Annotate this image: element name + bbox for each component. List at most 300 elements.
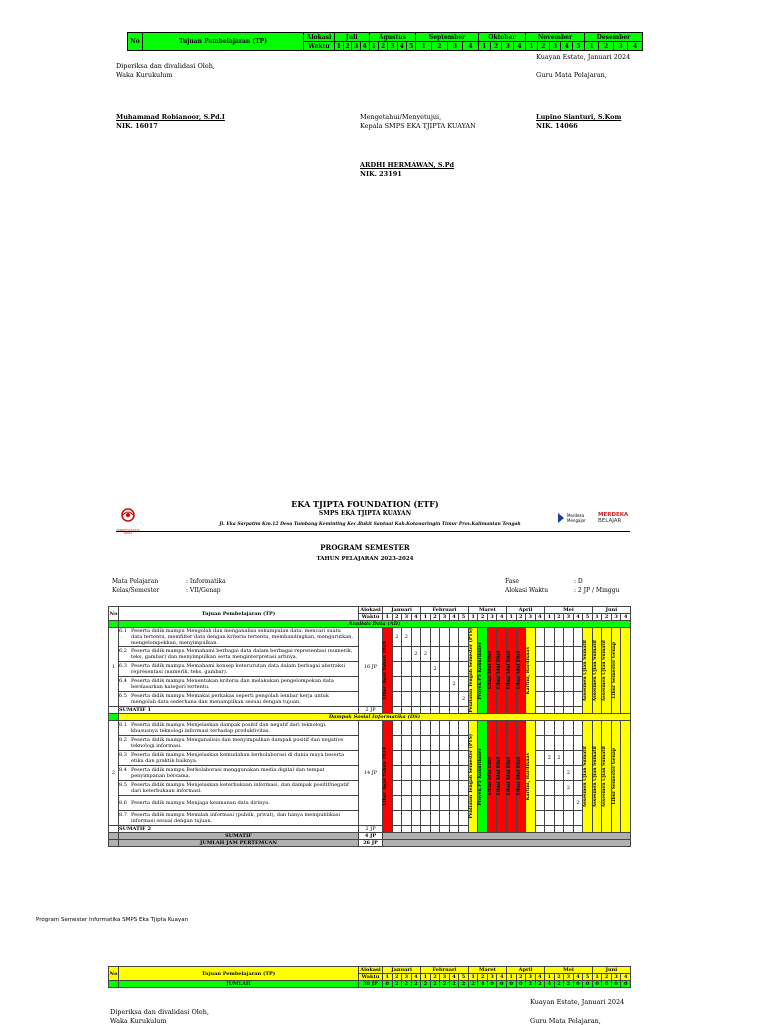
week-value	[573, 692, 583, 707]
week-value	[402, 647, 412, 662]
week-cell: 2	[343, 42, 352, 51]
week-value	[421, 826, 431, 833]
week-value	[449, 751, 459, 766]
week-value	[392, 662, 402, 677]
col-alokasi: Alokasi	[360, 967, 381, 973]
week-value	[430, 751, 440, 766]
week-value: 2	[392, 628, 402, 647]
week-cell: 2	[554, 974, 564, 981]
week-cell: 4	[449, 614, 459, 621]
merdeka-text: Merdeka	[567, 513, 585, 518]
week-value	[535, 647, 545, 662]
week-value: 2	[459, 692, 469, 707]
jumlah-week-value: 2	[392, 981, 402, 988]
week-cell: 4	[411, 614, 421, 621]
special-week-column	[383, 628, 393, 714]
week-value	[554, 721, 564, 736]
week-cell: 3	[352, 42, 361, 51]
week-value	[430, 692, 440, 707]
week-value	[573, 677, 583, 692]
special-week-column	[611, 628, 621, 714]
week-value	[392, 692, 402, 707]
special-week-column	[611, 721, 621, 833]
bottom-summary-table	[108, 966, 631, 988]
week-cell: 1	[592, 614, 602, 621]
mapel-label: Mata Pelajaran	[112, 578, 159, 585]
week-value	[440, 662, 450, 677]
week-value	[430, 721, 440, 736]
week-value	[535, 677, 545, 692]
jumlah-week-value: 2	[421, 981, 431, 988]
sumatif-jp: 2 JP	[359, 707, 383, 714]
tp-row	[119, 751, 359, 766]
week-cell: 3	[447, 42, 463, 51]
sign1-right-name: Lupino Sianturi, S.Kom	[536, 113, 622, 121]
week-cell: 1	[383, 974, 393, 981]
vertical-label: Assesmen Ujian Sumatif	[592, 745, 598, 808]
week-cell: 2	[516, 974, 526, 981]
jumlah-week-value: 2	[564, 981, 574, 988]
week-value	[459, 707, 469, 714]
foundation-name: EKA TJIPTA FOUNDATION (ETF)	[291, 499, 439, 509]
week-value	[573, 751, 583, 766]
special-week-column	[487, 721, 497, 833]
week-cell: 4	[411, 974, 421, 981]
section-title: Analisis Data (AD)	[119, 621, 631, 628]
month-header: Februari	[421, 607, 469, 614]
week-value	[545, 781, 555, 796]
col-tp: Tujuan Pembelajaran (TP)	[119, 607, 359, 621]
jumlah-week-value: 2	[440, 981, 450, 988]
tp-row	[119, 692, 359, 707]
week-value	[449, 781, 459, 796]
jumlah-week-value: 0	[383, 981, 393, 988]
col-no: No	[128, 33, 143, 51]
week-cell: 1	[478, 42, 490, 51]
tp-text: Peserta didik mampu Memilah informasi (publik, privat), dan hanya mempublikasi informasi sesuai dengan tujuan.	[131, 812, 340, 824]
week-value	[392, 707, 402, 714]
week-value	[554, 781, 564, 796]
week-value	[430, 707, 440, 714]
jumlah-week-value: 4	[545, 981, 555, 988]
merdeka-belajar-logo	[598, 512, 628, 524]
week-cell: 1	[369, 42, 378, 51]
week-value	[573, 811, 583, 826]
week-value	[573, 781, 583, 796]
week-value	[430, 628, 440, 647]
week-value	[402, 826, 412, 833]
week-value	[573, 736, 583, 751]
week-value	[411, 707, 421, 714]
tp-text: Peserta didik mampu Memahami berbagai data dalam berbagai representasi (numerik, teks, gambar) dan menyimpulkan serta menginterpretasi artinya.	[131, 648, 353, 660]
week-value	[402, 677, 412, 692]
week-value	[535, 736, 545, 751]
week-value	[554, 647, 564, 662]
week-cell: 2	[516, 614, 526, 621]
week-value	[535, 781, 545, 796]
section-no-blank	[109, 714, 119, 721]
jumlah-week-value: 2	[535, 981, 545, 988]
week-cell: 3	[611, 974, 621, 981]
total-sumatif-jp: 4 JP	[359, 833, 383, 840]
week-value	[535, 796, 545, 811]
week-value	[545, 662, 555, 677]
week-value	[392, 766, 402, 781]
sign1-left-nik: NIK. 16017	[116, 122, 158, 130]
month-header: Mei	[545, 607, 593, 614]
week-cell: 1	[421, 974, 431, 981]
month-header: Maret	[468, 967, 506, 974]
week-value	[459, 662, 469, 677]
alokasi-label: Alokasi Waktu	[505, 587, 549, 594]
week-cell: 3	[502, 42, 514, 51]
week-cell: 5	[406, 42, 415, 51]
week-value	[535, 751, 545, 766]
week-value	[402, 811, 412, 826]
week-value	[449, 647, 459, 662]
tp-text: Peserta didik mampu Menjelaskan dampak positif dan negatif dari teknologi, khususnya teknologi informasi terhadap produktivitas.	[131, 722, 327, 734]
week-cell: 5	[459, 614, 469, 621]
week-value: 2	[411, 647, 421, 662]
week-cell: 4	[573, 614, 583, 621]
week-value	[535, 811, 545, 826]
week-value	[554, 796, 564, 811]
col-alokasi: Alokasi	[304, 33, 335, 42]
week-value	[411, 811, 421, 826]
tp-text: Peserta didik mampu Memakai perkakas seperti pengolah lembar kerja untuk mengolah data sederhana dan menampilkan sesuai dengan tujuan.	[131, 693, 329, 705]
week-cell: 1	[545, 614, 555, 621]
week-value	[421, 766, 431, 781]
week-cell: 3	[549, 42, 561, 51]
tp-text: Peserta didik mampu Menjelaskan kemudahan berkolaborasi di dunia maya beserta etika dan praktik baiknya.	[131, 752, 345, 764]
alokasi-value: : 2 JP / Minggu	[574, 587, 620, 594]
week-value	[421, 721, 431, 736]
vertical-label: Libur Idul Fitri	[497, 651, 503, 690]
week-value	[402, 766, 412, 781]
week-cell: 4	[621, 614, 631, 621]
week-value	[459, 751, 469, 766]
week-value	[535, 692, 545, 707]
week-value	[449, 826, 459, 833]
sign1-left-line1: Diperiksa dan divalidasi Oleh,	[116, 62, 215, 70]
vertical-label: Assesmen Ujian Sumatif	[583, 639, 589, 702]
week-value: 2	[402, 628, 412, 647]
special-week-column	[583, 628, 593, 714]
week-cell: 1	[592, 974, 602, 981]
week-cell: 2	[430, 614, 440, 621]
vertical-label: Assesmen Ujian Sumatif	[583, 745, 589, 808]
fase-value: : D	[574, 578, 583, 585]
week-value	[421, 796, 431, 811]
col-tp: Tujuan Pembelajaran (TP)	[119, 967, 359, 981]
special-week-column	[602, 721, 612, 833]
week-value	[402, 796, 412, 811]
month-header: Maret	[468, 607, 506, 614]
jumlah-week-value: 2	[554, 981, 564, 988]
jumlah-week-value: 0	[497, 981, 507, 988]
week-value	[564, 647, 574, 662]
etf-logo-icon	[117, 507, 139, 525]
footer-note: Program Semester Informatika SMPS Eka Tjipta Kuayan	[36, 917, 189, 923]
vertical-label: Libur Awal Tahun 2024	[383, 747, 388, 806]
week-value	[402, 781, 412, 796]
week-cell: 1	[468, 974, 478, 981]
tp-number: 6.1	[119, 628, 127, 634]
special-week-column	[602, 628, 612, 714]
week-cell: 3	[526, 614, 536, 621]
sign2-left-line1: Diperiksa dan divalidasi Oleh,	[110, 1008, 209, 1016]
month-header: Februari	[421, 967, 469, 974]
week-cell: 2	[392, 974, 402, 981]
jumlah-week-value: 2	[468, 981, 478, 988]
tp-row	[119, 796, 359, 811]
total-jumlah-label: JUMLAH JAM PERTEMUAN	[119, 840, 359, 847]
vertical-label: Libur Idul Fitri	[516, 757, 522, 796]
special-week-column	[506, 721, 516, 833]
week-cell: 3	[487, 614, 497, 621]
week-value	[459, 796, 469, 811]
week-value	[392, 781, 402, 796]
vertical-label: Libur Idul Fitri	[487, 757, 493, 796]
vertical-label: Assesmen Ujian Sumatif	[592, 639, 598, 702]
sign1-left-line2: Waka Kurukulum	[116, 71, 173, 79]
week-value: 2	[545, 751, 555, 766]
month-header: Juni	[592, 967, 630, 974]
week-cell: 5	[459, 974, 469, 981]
week-cell: 1	[584, 42, 598, 51]
week-value	[440, 796, 450, 811]
week-value	[459, 766, 469, 781]
week-value	[554, 811, 564, 826]
col-waktu: Waktu	[359, 974, 383, 981]
section-number: 2	[109, 721, 119, 826]
section-title: Dampak Sosial Informatika (DS)	[119, 714, 631, 721]
jumlah-week-value: 2	[411, 981, 421, 988]
week-cell: 4	[561, 42, 573, 51]
jumlah-week-value: 0	[506, 981, 516, 988]
tp-text: Peserta didik mampu Menjaga keamanan data dirinya.	[131, 800, 270, 806]
week-value	[402, 736, 412, 751]
etf-logo-text: TERSENYUM ETF TJIPTA	[116, 529, 140, 535]
week-value: 2	[449, 677, 459, 692]
week-value	[421, 662, 431, 677]
special-week-column	[383, 721, 393, 833]
total-blank	[109, 833, 119, 840]
week-value	[430, 677, 440, 692]
week-value	[459, 736, 469, 751]
week-value	[545, 721, 555, 736]
sumatif-label: SUMATIF 1	[119, 707, 359, 714]
week-value	[421, 736, 431, 751]
week-cell: 2	[490, 42, 502, 51]
week-value	[564, 692, 574, 707]
week-value	[440, 751, 450, 766]
week-value	[459, 677, 469, 692]
week-cell: 4	[463, 42, 479, 51]
jumlah-blank	[109, 981, 119, 988]
week-value	[573, 628, 583, 647]
tp-row	[119, 721, 359, 736]
sign1-mid-nik: NIK. 23191	[360, 170, 402, 178]
week-cell: 3	[402, 614, 412, 621]
special-week-column	[506, 628, 516, 714]
week-value	[459, 811, 469, 826]
tp-number: 6.4	[119, 678, 127, 684]
week-value	[421, 628, 431, 647]
sign1-mid-line1: Mengetahui/Menyetujui,	[360, 113, 442, 121]
jumlah-week-value: 2	[430, 981, 440, 988]
week-value	[535, 707, 545, 714]
vertical-label: Proyek P5 Kokurikuler	[478, 641, 484, 700]
sign1-right-line: Guru Mata Pelajaran,	[536, 71, 607, 79]
week-value	[411, 826, 421, 833]
week-value	[421, 692, 431, 707]
jumlah-jp: 30 JP	[359, 981, 383, 988]
jumlah-label: JUMLAH	[119, 981, 359, 988]
week-value	[459, 826, 469, 833]
vertical-label: Libur Awal Tahun 2024	[383, 641, 388, 700]
vertical-label: Libur Idul Fitri	[506, 651, 512, 690]
week-cell: 3	[564, 974, 574, 981]
week-value	[440, 736, 450, 751]
week-value	[411, 662, 421, 677]
week-value	[459, 628, 469, 647]
week-cell: 2	[431, 42, 447, 51]
week-value	[459, 647, 469, 662]
doc-title: PROGRAM SEMESTER	[320, 543, 410, 552]
week-value	[564, 662, 574, 677]
week-cell: 4	[497, 614, 507, 621]
week-value	[440, 766, 450, 781]
week-cell: 1	[383, 614, 393, 621]
special-week-column	[468, 721, 478, 833]
week-value	[573, 766, 583, 781]
week-cell: 4	[397, 42, 406, 51]
week-value	[449, 628, 459, 647]
week-value	[564, 707, 574, 714]
week-value	[564, 628, 574, 647]
week-cell: 3	[487, 974, 497, 981]
week-value	[449, 811, 459, 826]
week-value	[554, 826, 564, 833]
week-value	[392, 677, 402, 692]
week-value	[535, 721, 545, 736]
week-cell: 5	[583, 614, 593, 621]
special-week-column	[621, 721, 631, 833]
jumlah-week-value: 0	[516, 981, 526, 988]
week-value	[554, 692, 564, 707]
kelas-value: : VII/Genap	[186, 587, 221, 594]
week-value	[411, 736, 421, 751]
section-no-blank	[109, 621, 119, 628]
week-cell: 4	[621, 974, 631, 981]
vertical-label: Kartini, Hardiknas	[526, 752, 532, 801]
tp-row	[119, 766, 359, 781]
month-header: Mei	[545, 967, 593, 974]
week-value	[545, 628, 555, 647]
special-week-column	[497, 628, 507, 714]
month-september: September	[416, 33, 478, 42]
sign2-left-line2: Waka Kurukulum	[110, 1017, 167, 1025]
week-cell: 4	[514, 42, 526, 51]
week-value	[573, 707, 583, 714]
week-cell: 1	[416, 42, 432, 51]
week-cell: 3	[440, 614, 450, 621]
week-value	[449, 662, 459, 677]
week-cell: 4	[573, 974, 583, 981]
tp-text: Peserta didik mampu Menentukan kriteria dan melakukan pengelompokan data berdasarkan kategori tertentu.	[131, 678, 334, 690]
tp-row	[119, 811, 359, 826]
special-week-column	[592, 721, 602, 833]
week-value	[430, 736, 440, 751]
week-value	[564, 721, 574, 736]
week-value	[402, 751, 412, 766]
week-cell: 1	[526, 42, 538, 51]
week-value	[564, 796, 574, 811]
merdeka-belajar-text2: BELAJAR	[598, 518, 622, 524]
week-value	[564, 751, 574, 766]
week-cell: 1	[506, 974, 516, 981]
special-week-column	[526, 721, 536, 833]
week-cell: 1	[421, 614, 431, 621]
week-cell: 4	[535, 614, 545, 621]
jumlah-week-value: 0	[621, 981, 631, 988]
sign1-mid-line2: Kepala SMPS EKA TJIPTA KUAYAN	[360, 122, 476, 130]
week-value	[564, 826, 574, 833]
tp-row	[119, 662, 359, 677]
total-fill	[383, 833, 631, 840]
week-value	[573, 662, 583, 677]
week-cell: 2	[537, 42, 549, 51]
special-week-column	[468, 628, 478, 714]
week-value	[430, 647, 440, 662]
month-agustus: Agustus	[369, 33, 416, 42]
week-value	[430, 811, 440, 826]
vertical-label: Libur Idul Fitri	[506, 757, 512, 796]
week-value	[554, 736, 564, 751]
month-juli: Juli	[335, 33, 370, 42]
week-value	[411, 766, 421, 781]
jumlah-week-value: 2	[402, 981, 412, 988]
week-value	[402, 662, 412, 677]
special-week-column	[497, 721, 507, 833]
vertical-label: Assesmen Ujian Sumatif	[602, 639, 608, 702]
tp-number: 6.2	[119, 648, 127, 654]
week-value	[573, 826, 583, 833]
week-value: 2	[421, 647, 431, 662]
week-value: 2	[554, 751, 564, 766]
special-week-column	[516, 628, 526, 714]
letterhead-divider	[116, 531, 630, 532]
tp-text: Peserta didik mampu Menganalisis dan menyimpulkan dampak positif dan negative teknologi informasi.	[131, 737, 344, 749]
week-value	[411, 677, 421, 692]
week-cell: 1	[545, 974, 555, 981]
tp-number: 6.3	[119, 663, 127, 669]
section-jp: 16 JP	[359, 628, 383, 707]
week-cell: 3	[526, 974, 536, 981]
month-header: Januari	[383, 607, 421, 614]
vertical-label: Proyek P5 Kokurikuler	[478, 747, 484, 806]
week-cell: 2	[554, 614, 564, 621]
week-value	[440, 692, 450, 707]
section-jp: 14 JP	[359, 721, 383, 826]
total-sumatif-label: SUMATIF	[119, 833, 359, 840]
special-week-column	[526, 628, 536, 714]
week-value	[573, 647, 583, 662]
special-week-column	[516, 721, 526, 833]
tp-row	[119, 647, 359, 662]
week-value	[554, 766, 564, 781]
